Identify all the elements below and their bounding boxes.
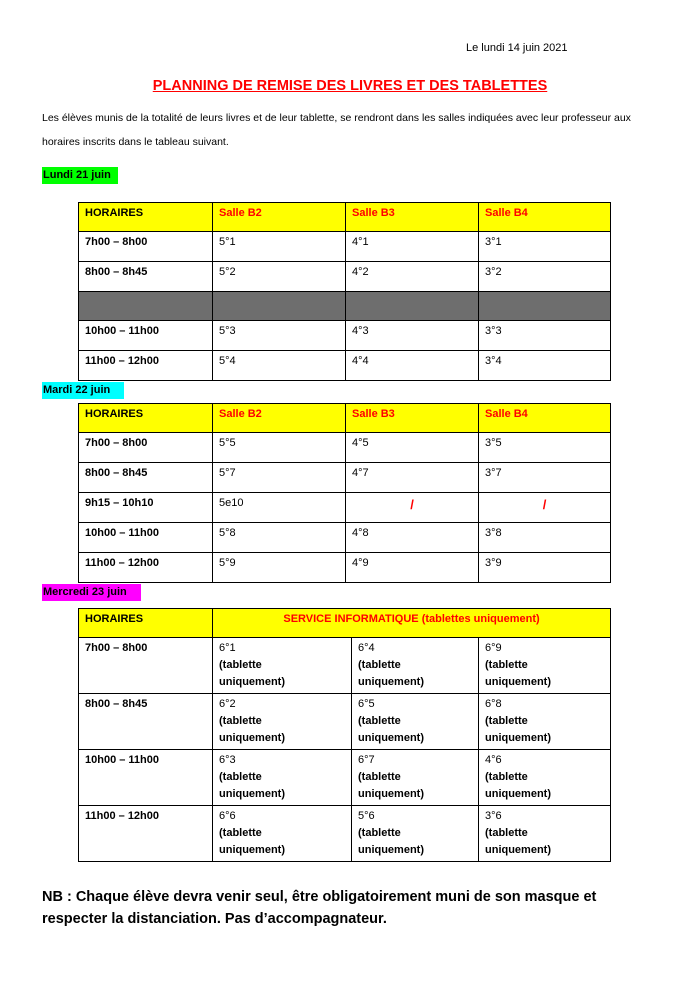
- time-cell: 10h00 – 11h00: [79, 523, 213, 553]
- class-code: 6°1: [219, 642, 236, 654]
- header-horaires: HORAIRES: [79, 404, 213, 433]
- empty-slot-slash: /: [479, 493, 611, 523]
- class-cell: [352, 694, 479, 750]
- note-line: uniquement): [485, 788, 551, 800]
- class-cell: 4°5: [346, 433, 479, 463]
- header-salle-b3: Salle B3: [346, 203, 479, 232]
- note-line: uniquement): [219, 732, 285, 744]
- table-row: [79, 493, 611, 523]
- class-cell: [352, 806, 479, 862]
- break-cell: [479, 292, 611, 321]
- class-cell: [213, 806, 352, 862]
- class-cell: [213, 694, 352, 750]
- header-salle-b4: Salle B4: [479, 404, 611, 433]
- header-horaires: HORAIRES: [79, 203, 213, 232]
- note-line: (tablette: [219, 659, 262, 671]
- break-row: [79, 292, 611, 321]
- class-cell: 4°8: [346, 523, 479, 553]
- table-row: [79, 232, 611, 262]
- time-cell: 7h00 – 8h00: [79, 638, 213, 694]
- time-cell: 8h00 – 8h45: [79, 262, 213, 292]
- class-cell: [352, 750, 479, 806]
- class-cell: 3°7: [479, 463, 611, 493]
- class-code: 3°6: [485, 810, 502, 822]
- header-salle-b2: Salle B2: [213, 404, 346, 433]
- class-cell: [479, 806, 611, 862]
- note-line: (tablette: [219, 771, 262, 783]
- intro-paragraph: Les élèves munis de la totalité de leurs livres et de leur tablette, se rendront dans les salles indiquées avec leur professeur aux horaires inscrits dans le tableau suivant.: [42, 112, 631, 148]
- nb-note: NB : Chaque élève devra venir seul, être obligatoirement muni de son masque et respecter la distanciation. Pas d’accompagnateur.: [42, 889, 597, 927]
- table-row: [79, 750, 611, 806]
- break-cell: [79, 292, 213, 321]
- class-cell: 3°1: [479, 232, 611, 262]
- class-code: 6°5: [358, 698, 375, 710]
- table-row: [79, 351, 611, 381]
- class-cell: 3°9: [479, 553, 611, 583]
- class-cell: 4°3: [346, 321, 479, 351]
- class-cell: 5°4: [213, 351, 346, 381]
- class-cell: [213, 638, 352, 694]
- class-cell: 5°1: [213, 232, 346, 262]
- header-salle-b4: Salle B4: [479, 203, 611, 232]
- break-cell: [213, 292, 346, 321]
- class-cell: 3°8: [479, 523, 611, 553]
- table-header-row: [79, 609, 611, 638]
- class-code: 6°7: [358, 754, 375, 766]
- schedule-table-wednesday: [78, 608, 611, 862]
- class-cell: 4°2: [346, 262, 479, 292]
- time-cell: 8h00 – 8h45: [79, 463, 213, 493]
- class-cell: 3°2: [479, 262, 611, 292]
- schedule-table-monday: [78, 202, 611, 381]
- time-cell: 10h00 – 11h00: [79, 750, 213, 806]
- class-cell: 5°5: [213, 433, 346, 463]
- class-cell: 5°7: [213, 463, 346, 493]
- note-line: uniquement): [485, 676, 551, 688]
- class-code: 6°4: [358, 642, 375, 654]
- note-line: uniquement): [485, 844, 551, 856]
- time-cell: 11h00 – 12h00: [79, 553, 213, 583]
- document-date: Le lundi 14 juin 2021: [466, 42, 568, 54]
- note-line: (tablette: [358, 715, 401, 727]
- time-cell: 10h00 – 11h00: [79, 321, 213, 351]
- class-cell: 3°5: [479, 433, 611, 463]
- note-line: (tablette: [485, 771, 528, 783]
- time-cell: 11h00 – 12h00: [79, 806, 213, 862]
- time-cell: 7h00 – 8h00: [79, 232, 213, 262]
- schedule-table-tuesday: [78, 403, 611, 583]
- page-title: PLANNING DE REMISE DES LIVRES ET DES TABLETTES: [152, 78, 548, 94]
- class-cell: 5°9: [213, 553, 346, 583]
- class-code: 6°3: [219, 754, 236, 766]
- note-line: (tablette: [358, 771, 401, 783]
- time-cell: 11h00 – 12h00: [79, 351, 213, 381]
- class-code: 6°9: [485, 642, 502, 654]
- class-cell: [479, 750, 611, 806]
- class-cell: 3°4: [479, 351, 611, 381]
- note-line: (tablette: [219, 827, 262, 839]
- note-line: uniquement): [219, 676, 285, 688]
- class-code: 6°8: [485, 698, 502, 710]
- class-cell: [479, 694, 611, 750]
- table-row: [79, 321, 611, 351]
- class-cell: [213, 750, 352, 806]
- header-salle-b2: Salle B2: [213, 203, 346, 232]
- empty-slot-slash: /: [346, 493, 479, 523]
- class-cell: 4°7: [346, 463, 479, 493]
- class-code: 4°6: [485, 754, 502, 766]
- note-line: uniquement): [358, 844, 424, 856]
- class-cell: 5°2: [213, 262, 346, 292]
- note-line: (tablette: [358, 827, 401, 839]
- class-cell: 4°4: [346, 351, 479, 381]
- table-row: [79, 433, 611, 463]
- note-line: uniquement): [219, 844, 285, 856]
- class-cell: 5°8: [213, 523, 346, 553]
- note-line: uniquement): [358, 676, 424, 688]
- class-code: 6°2: [219, 698, 236, 710]
- note-line: (tablette: [485, 827, 528, 839]
- day-label-monday: Lundi 21 juin: [42, 167, 118, 184]
- table-row: [79, 553, 611, 583]
- note-line: (tablette: [219, 715, 262, 727]
- note-line: (tablette: [485, 659, 528, 671]
- table-row: [79, 694, 611, 750]
- note-line: uniquement): [485, 732, 551, 744]
- note-line: uniquement): [219, 788, 285, 800]
- class-cell: [352, 638, 479, 694]
- table-header-row: [79, 203, 611, 232]
- header-service-informatique: SERVICE INFORMATIQUE (tablettes uniquement): [213, 609, 611, 638]
- time-cell: 9h15 – 10h10: [79, 493, 213, 523]
- table-row: [79, 463, 611, 493]
- note-line: (tablette: [485, 715, 528, 727]
- note-line: uniquement): [358, 732, 424, 744]
- break-cell: [346, 292, 479, 321]
- class-cell: 4°9: [346, 553, 479, 583]
- table-row: [79, 806, 611, 862]
- note-line: (tablette: [358, 659, 401, 671]
- class-cell: 5e10: [213, 493, 346, 523]
- header-horaires: HORAIRES: [79, 609, 213, 638]
- header-salle-b3: Salle B3: [346, 404, 479, 433]
- class-cell: [479, 638, 611, 694]
- table-row: [79, 262, 611, 292]
- day-label-wednesday: Mercredi 23 juin: [42, 584, 141, 601]
- day-label-tuesday: Mardi 22 juin: [42, 382, 124, 399]
- class-cell: 3°3: [479, 321, 611, 351]
- class-cell: 5°3: [213, 321, 346, 351]
- table-row: [79, 523, 611, 553]
- table-header-row: [79, 404, 611, 433]
- class-code: 6°6: [219, 810, 236, 822]
- table-row: [79, 638, 611, 694]
- class-cell: 4°1: [346, 232, 479, 262]
- note-line: uniquement): [358, 788, 424, 800]
- time-cell: 8h00 – 8h45: [79, 694, 213, 750]
- time-cell: 7h00 – 8h00: [79, 433, 213, 463]
- class-code: 5°6: [358, 810, 375, 822]
